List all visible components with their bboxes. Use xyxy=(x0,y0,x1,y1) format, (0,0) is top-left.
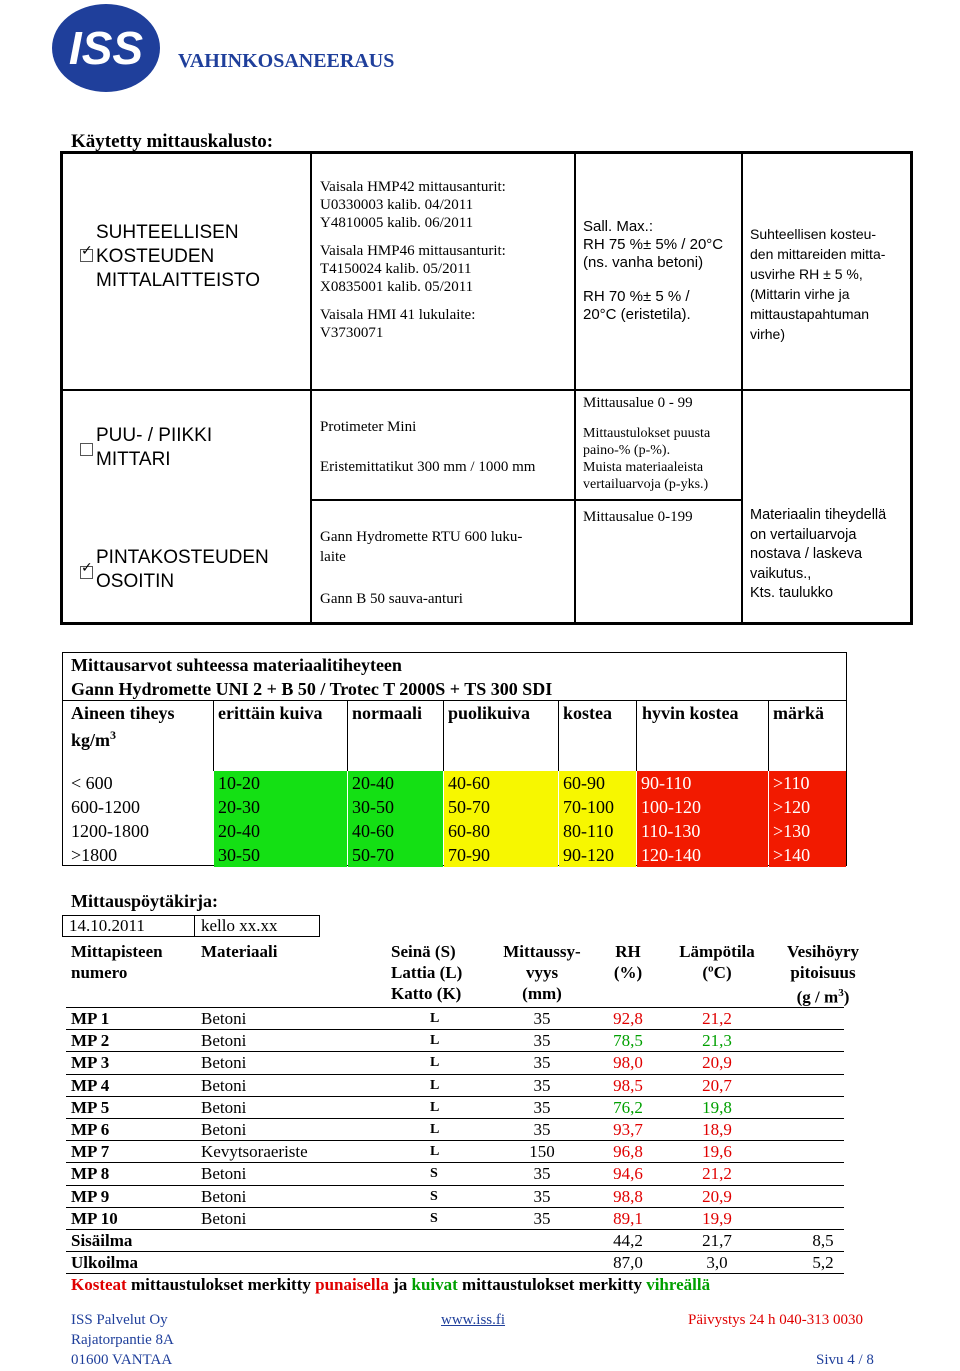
protocol-cell-depth: 35 xyxy=(533,1075,551,1095)
protocol-cell-point: MP 6 xyxy=(71,1120,110,1139)
protocol-cell-depth: 35 xyxy=(533,1031,551,1051)
check-icon: ✓ xyxy=(81,560,93,576)
protocol-cell-depth: 35 xyxy=(533,1053,551,1073)
protocol-cell-point: MP 5 xyxy=(71,1097,110,1117)
logo-text: ISS xyxy=(68,22,144,74)
protocol-cell-point: Sisäilma xyxy=(71,1231,133,1250)
protocol-cell-rh: 92,8 xyxy=(613,1009,643,1028)
protocol-cell-depth: 35 xyxy=(533,1120,551,1139)
protocol-cell-point: MP 10 xyxy=(71,1208,118,1228)
footer-street: Rajatorpantie 8A xyxy=(71,1332,174,1348)
protocol-cell-rh: 94,6 xyxy=(613,1164,643,1184)
protocol-cell-rh: 98,0 xyxy=(613,1053,643,1073)
protocol-date: 14.10.2011 xyxy=(69,916,145,935)
protocol-cell-vapor: 8,5 xyxy=(812,1231,834,1250)
protocol-cell-material: Betoni xyxy=(201,1009,247,1028)
header-vapor: Vesihöyry pitoisuus $(g / m^3)$ xyxy=(786,942,860,1007)
protocol-cell-point: MP 7 xyxy=(71,1142,110,1162)
equipment-notes-surface: Materiaalin tiheydellä on vertailuarvoja nostava / laskeva vaikutus., Kts. taulukko xyxy=(750,507,887,601)
protocol-cell-rh: 89,1 xyxy=(613,1208,643,1228)
density-label: Aineen tiheys xyxy=(71,703,175,723)
column-very-dry: erittäin kuiva xyxy=(218,703,323,723)
equipment-range-wood: Mittausalue 0 - 99 Mittaustulokset puusta paino-% (p-%). Muista materiaaleista vertailuarvoja (p-yks.) xyxy=(583,395,711,492)
density-row: 1200-1800 20-40 40-60 60-80 80-110 110-130 >130 xyxy=(63,819,846,843)
protocol-cell-depth: 35 xyxy=(533,1164,551,1184)
density-row: 600-1200 20-30 30-50 50-70 70-100 100-120 >120 xyxy=(63,795,846,819)
column-normal: normaali xyxy=(352,703,422,723)
protocol-cell-point: MP 2 xyxy=(71,1031,110,1051)
equipment-name-surface: PINTAKOSTEUDEN OSOITIN xyxy=(96,547,269,592)
footer-website-link[interactable]: www.iss.fi xyxy=(441,1312,506,1328)
equipment-section-title: Käytetty mittauskalusto: xyxy=(71,131,274,152)
protocol-cell-point: MP 4 xyxy=(71,1075,110,1095)
protocol-cell-surface: L xyxy=(430,1033,440,1049)
protocol-cell-material: Betoni xyxy=(201,1186,247,1206)
equipment-table xyxy=(60,151,913,625)
document-title: VAHINKOSANEERAUS xyxy=(178,50,395,72)
protocol-cell-material: Kevytsoraeriste xyxy=(201,1142,308,1162)
protocol-cell-rh: 93,7 xyxy=(613,1120,643,1139)
protocol-cell-rh: 98,5 xyxy=(613,1075,643,1095)
check-icon: ✓ xyxy=(81,243,93,259)
protocol-cell-surface: S xyxy=(430,1188,438,1204)
protocol-cell-temp: 18,9 xyxy=(702,1120,732,1139)
equipment-devices-wood: Protimeter Mini Eristemittatikut 300 mm / 1000 mm xyxy=(320,419,536,475)
protocol-cell-rh: 87,0 xyxy=(613,1253,643,1273)
header-surface: Seinä (S) Lattia (L) Katto (K) xyxy=(391,942,463,1003)
protocol-cell-point: Ulkoilma xyxy=(71,1253,139,1273)
protocol-cell-point: MP 1 xyxy=(71,1009,110,1028)
header-depth: Mittaussy- vyys (mm) xyxy=(503,942,581,1003)
protocol-cell-surface: L xyxy=(430,1011,440,1026)
protocol-cell-rh: 78,5 xyxy=(613,1031,643,1051)
protocol-cell-surface: S xyxy=(430,1210,438,1226)
footer-postal: 01600 VANTAA xyxy=(71,1352,173,1368)
protocol-date-box xyxy=(62,915,320,937)
protocol-cell-material: Betoni xyxy=(201,1208,247,1228)
equipment-name-rh: SUHTEELLISEN KOSTEUDEN MITTALAITTEISTO xyxy=(96,222,260,291)
protocol-cell-vapor: 5,2 xyxy=(812,1253,834,1273)
footer-page-number: Sivu 4 / 8 xyxy=(816,1352,874,1368)
iss-logo xyxy=(50,2,162,94)
footer-company: ISS Palvelut Oy xyxy=(71,1312,168,1328)
protocol-cell-point: MP 8 xyxy=(71,1164,110,1184)
protocol-cell-point: MP 9 xyxy=(71,1186,110,1206)
column-very-moist: hyvin kostea xyxy=(642,703,739,723)
protocol-cell-depth: 150 xyxy=(529,1142,555,1162)
protocol-cell-surface: L xyxy=(430,1122,440,1137)
equipment-name-wood: PUU- / PIIKKI MITTARI xyxy=(96,425,213,470)
protocol-cell-point: MP 3 xyxy=(71,1053,110,1073)
protocol-cell-temp: 19,9 xyxy=(702,1208,732,1228)
protocol-cell-material: Betoni xyxy=(201,1097,247,1117)
protocol-cell-depth: 35 xyxy=(533,1009,551,1028)
protocol-cell-rh: 44,2 xyxy=(613,1231,643,1250)
protocol-cell-temp: 19,6 xyxy=(702,1142,732,1162)
protocol-cell-rh: 96,8 xyxy=(613,1142,643,1162)
protocol-cell-temp: 19,8 xyxy=(702,1097,732,1117)
protocol-cell-temp: 21,7 xyxy=(702,1231,732,1250)
protocol-cell-surface: L xyxy=(430,1055,440,1071)
column-moist: kostea xyxy=(563,703,612,723)
protocol-cell-surface: S xyxy=(430,1166,438,1182)
density-row: >1800 30-50 50-70 70-90 90-120 120-140 >140 xyxy=(63,843,846,867)
density-unit: $kg/m^3$ xyxy=(71,728,117,750)
equipment-devices-surface: Gann Hydromette RTU 600 luku- laite Gann B 50 sauva-anturi xyxy=(320,529,523,607)
protocol-time: kello xx.xx xyxy=(201,916,278,935)
protocol-cell-depth: 35 xyxy=(533,1208,551,1228)
checkbox-wood-meter[interactable] xyxy=(80,443,93,456)
protocol-cell-temp: 21,2 xyxy=(702,1164,732,1184)
protocol-cell-material: Betoni xyxy=(201,1120,247,1139)
protocol-cell-surface: L xyxy=(430,1099,440,1115)
equipment-range-rh: Sall. Max.: RH 75 %± 5% / 20°C (ns. vanha betoni) RH 70 %± 5 % / 20°C (eristetila). xyxy=(583,218,724,323)
protocol-cell-material: Betoni xyxy=(201,1075,247,1095)
protocol-cell-material: Betoni xyxy=(201,1031,247,1051)
density-values-table xyxy=(62,652,847,866)
column-semi-dry: puolikuiva xyxy=(448,703,531,723)
protocol-cell-temp: 21,3 xyxy=(702,1031,732,1051)
header-material: Materiaali xyxy=(201,942,278,961)
protocol-cell-depth: 35 xyxy=(533,1186,551,1206)
protocol-cell-material: Betoni xyxy=(201,1053,247,1073)
protocol-legend: Kosteat mittaustulokset merkitty punaisella ja kuivat mittaustulokset merkitty vihreällä xyxy=(71,1275,711,1294)
checkbox-surface-moisture[interactable] xyxy=(80,560,93,579)
protocol-cell-depth: 35 xyxy=(533,1097,551,1117)
equipment-range-surface: Mittausalue 0-199 xyxy=(583,509,693,525)
protocol-cell-rh: 76,2 xyxy=(613,1097,643,1117)
protocol-cell-temp: 21,2 xyxy=(702,1009,732,1028)
protocol-cell-temp: 20,9 xyxy=(702,1186,732,1206)
header-temp: Lämpötila (ºC) xyxy=(679,942,755,982)
protocol-cell-temp: 3,0 xyxy=(706,1253,728,1273)
protocol-title: Mittauspöytäkirja: xyxy=(71,891,218,911)
protocol-cell-surface: L xyxy=(430,1144,440,1160)
protocol-cell-surface: L xyxy=(430,1077,440,1093)
equipment-notes-rh: Suhteellisen kosteu- den mittareiden mitta- usvirhe RH ± 5 %, (Mittarin virhe ja mittaustapahtuman virhe) xyxy=(750,226,886,342)
density-row: < 600 10-20 20-40 40-60 60-90 90-110 >110 xyxy=(63,771,846,795)
values-table-title: Mittausarvot suhteessa materiaalitiheyteen xyxy=(71,655,402,675)
footer-hotline: Päivystys 24 h 040-313 0030 xyxy=(688,1312,864,1328)
checkbox-rh-equipment[interactable] xyxy=(80,243,93,262)
protocol-cell-temp: 20,9 xyxy=(702,1053,732,1073)
protocol-cell-rh: 98,8 xyxy=(613,1186,643,1206)
equipment-devices-rh: Vaisala HMP42 mittausanturit: U0330003 kalib. 04/2011 Y4810005 kalib. 06/2011 Vaisala HMP46 mittausanturit: T4150024 kalib. 05/2011 X0835001 kalib. 05/2011 Vaisala HMI 41 lukulaite: V3730071 xyxy=(320,179,506,341)
column-wet: märkä xyxy=(773,703,824,723)
values-table-subtitle: Gann Hydromette UNI 2 + B 50 / Trotec T 2000S + TS 300 SDI xyxy=(71,679,553,699)
protocol-cell-temp: 20,7 xyxy=(702,1075,732,1095)
header-point: Mittapisteen numero xyxy=(71,942,163,982)
header-rh: RH (%) xyxy=(613,942,643,982)
protocol-cell-material: Betoni xyxy=(201,1164,247,1184)
